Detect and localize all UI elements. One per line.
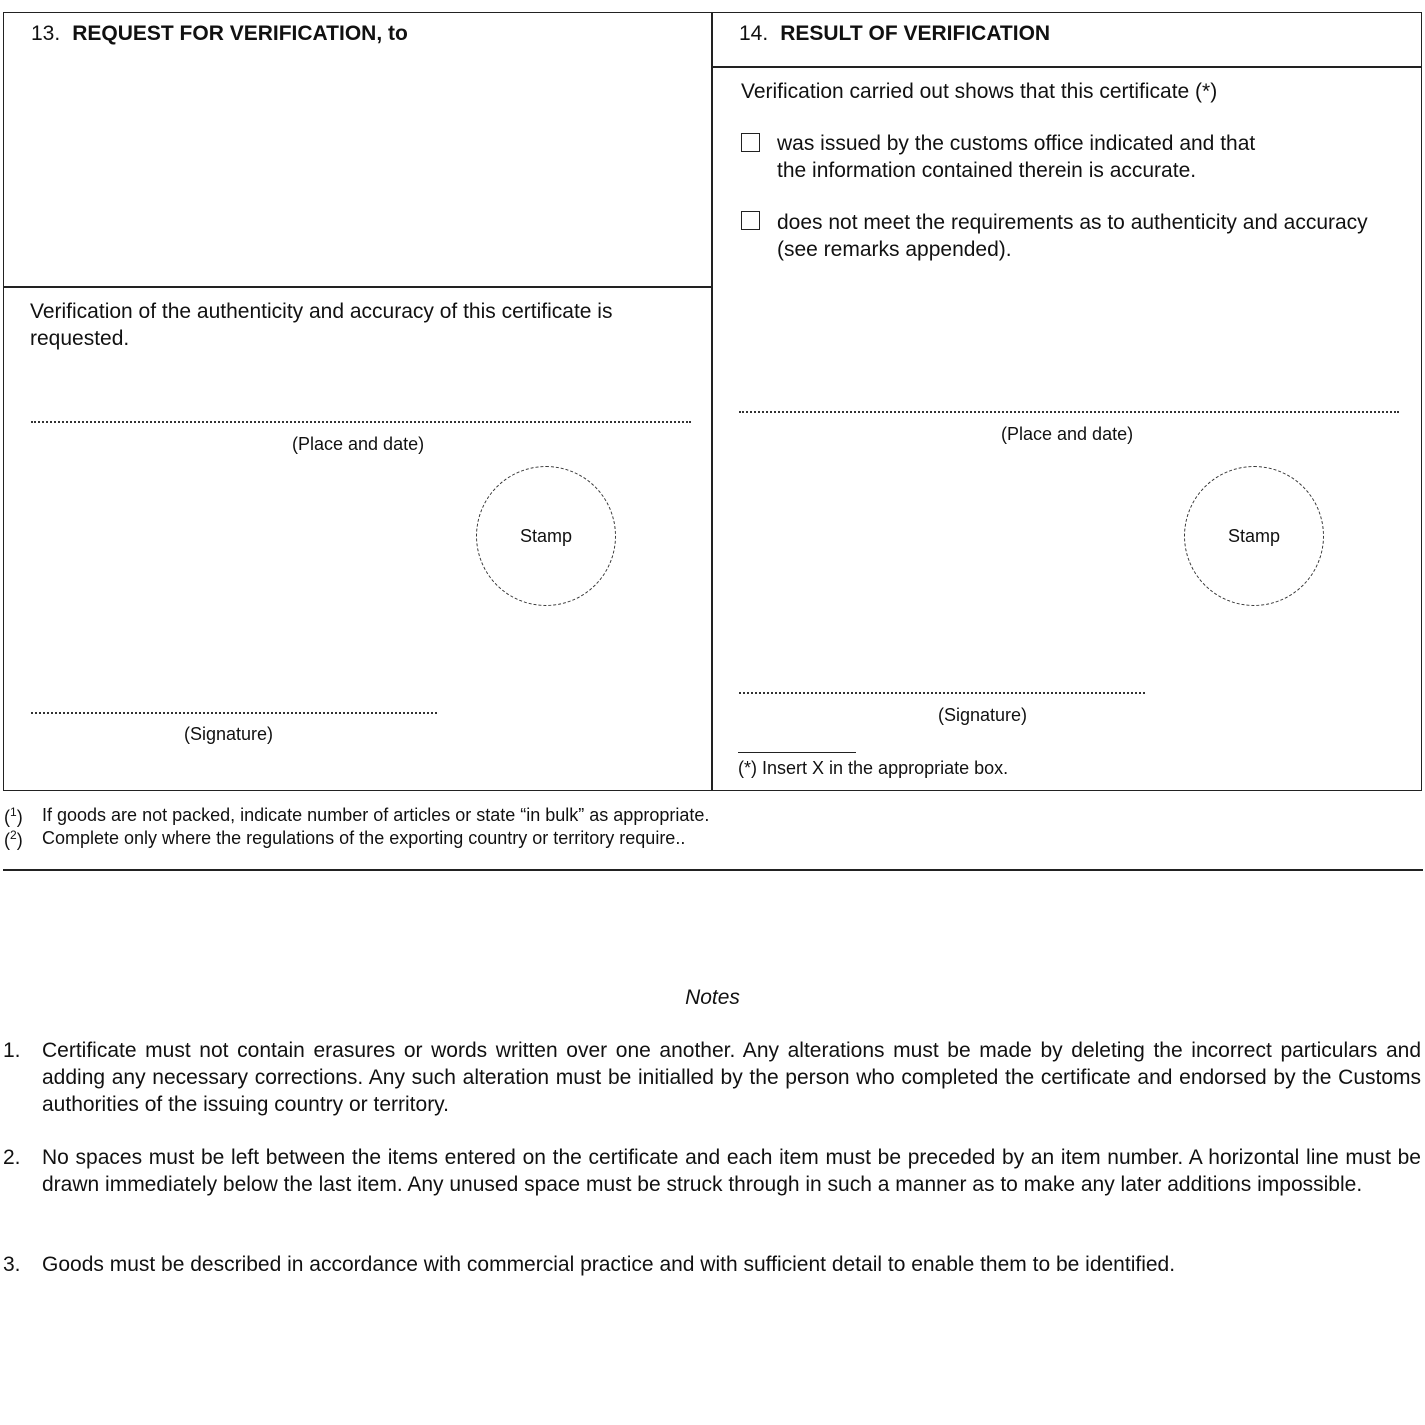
option1-line2: the information contained therein is accurate. — [777, 159, 1197, 182]
checkbox-not-meet-requirements[interactable] — [741, 211, 760, 230]
request-text-line1: Verification of the authenticity and accuracy of this certificate is — [30, 300, 613, 323]
box13-number: 13. — [31, 22, 61, 45]
footnote-text-2: Complete only where the regulations of the exporting country or territory require.. — [42, 828, 686, 848]
place-date-label-13: (Place and date) — [292, 434, 425, 454]
column-divider — [711, 12, 713, 791]
note-item-3 — [3, 1251, 1421, 1278]
stamp-label-13: Stamp — [519, 525, 573, 546]
footnote-rule — [738, 752, 856, 753]
request-text-line2: requested. — [30, 327, 130, 350]
footnote-mark-2: 2 — [10, 828, 17, 842]
signature-line-13[interactable] — [31, 712, 437, 714]
note-text: No spaces must be left between the items entered on the certificate and each item must be preceded by an item number. A horizontal line must be drawn immediately below the last item. Any unused space must be struck through in such a manner as to make any later additions impossible. — [42, 1146, 1421, 1196]
stamp-circle-14 — [1184, 466, 1324, 606]
signature-label-13: (Signature) — [184, 724, 274, 744]
note-number: 1. — [3, 1039, 21, 1062]
box13-request-text — [30, 298, 612, 352]
note-text: Certificate must not contain erasures or words written over one another. Any alterations must be made by deleting the incorrect particulars and adding any necessary corrections. Any such alteration must be initialled by the person who completed the certificate and endorsed by the Customs authorities of the issuing country or territory. — [42, 1039, 1421, 1116]
stamp-label-14: Stamp — [1227, 525, 1281, 546]
note-text: Goods must be described in accordance with commercial practice and with sufficient detail to enable them to be identified. — [42, 1253, 1176, 1276]
section-rule — [3, 869, 1423, 871]
footnote-2: ($^2$) Complete only where the regulations of the exporting country or territory require.. — [4, 828, 686, 850]
box14-title: RESULT OF VERIFICATION — [780, 22, 1051, 45]
place-date-line-13[interactable] — [31, 421, 691, 423]
note-number: 3. — [3, 1253, 21, 1276]
notes-title: Notes — [685, 986, 740, 1009]
option2-line1: does not meet the requirements as to authenticity and accuracy — [777, 211, 1368, 234]
verification-form-box — [3, 12, 1422, 791]
box14-heading — [739, 22, 1050, 46]
note-number: 2. — [3, 1146, 21, 1169]
box14-divider — [712, 66, 1422, 68]
insert-x-footnote: (*) Insert X in the appropriate box. — [738, 758, 1009, 778]
note-item-1 — [3, 1037, 1421, 1118]
place-date-label-14: (Place and date) — [1001, 424, 1134, 444]
footnote-mark-1: 1 — [10, 805, 17, 819]
note-item-2 — [3, 1144, 1421, 1198]
option-issued-accurate — [777, 130, 1255, 184]
verification-intro: Verification carried out shows that this certificate (*) — [741, 80, 1218, 103]
place-date-line-14[interactable] — [739, 411, 1399, 413]
option-not-meet-requirements — [777, 209, 1368, 263]
checkbox-issued-accurate[interactable] — [741, 133, 760, 152]
stamp-circle-13 — [476, 466, 616, 606]
box13-title: REQUEST FOR VERIFICATION, to — [72, 22, 408, 45]
box13-heading — [31, 22, 408, 46]
footnote-text-1: If goods are not packed, indicate number of articles or state “in bulk” as appropriate. — [42, 805, 710, 825]
footnote-1: ($^1$) If goods are not packed, indicate number of articles or state “in bulk” as appropriate. — [4, 805, 710, 827]
option2-line2: (see remarks appended). — [777, 238, 1012, 261]
signature-label-14: (Signature) — [938, 705, 1028, 725]
option1-line1: was issued by the customs office indicated and that — [777, 132, 1256, 155]
signature-line-14[interactable] — [739, 692, 1145, 694]
box14-number: 14. — [739, 22, 769, 45]
box13-divider — [3, 286, 712, 288]
